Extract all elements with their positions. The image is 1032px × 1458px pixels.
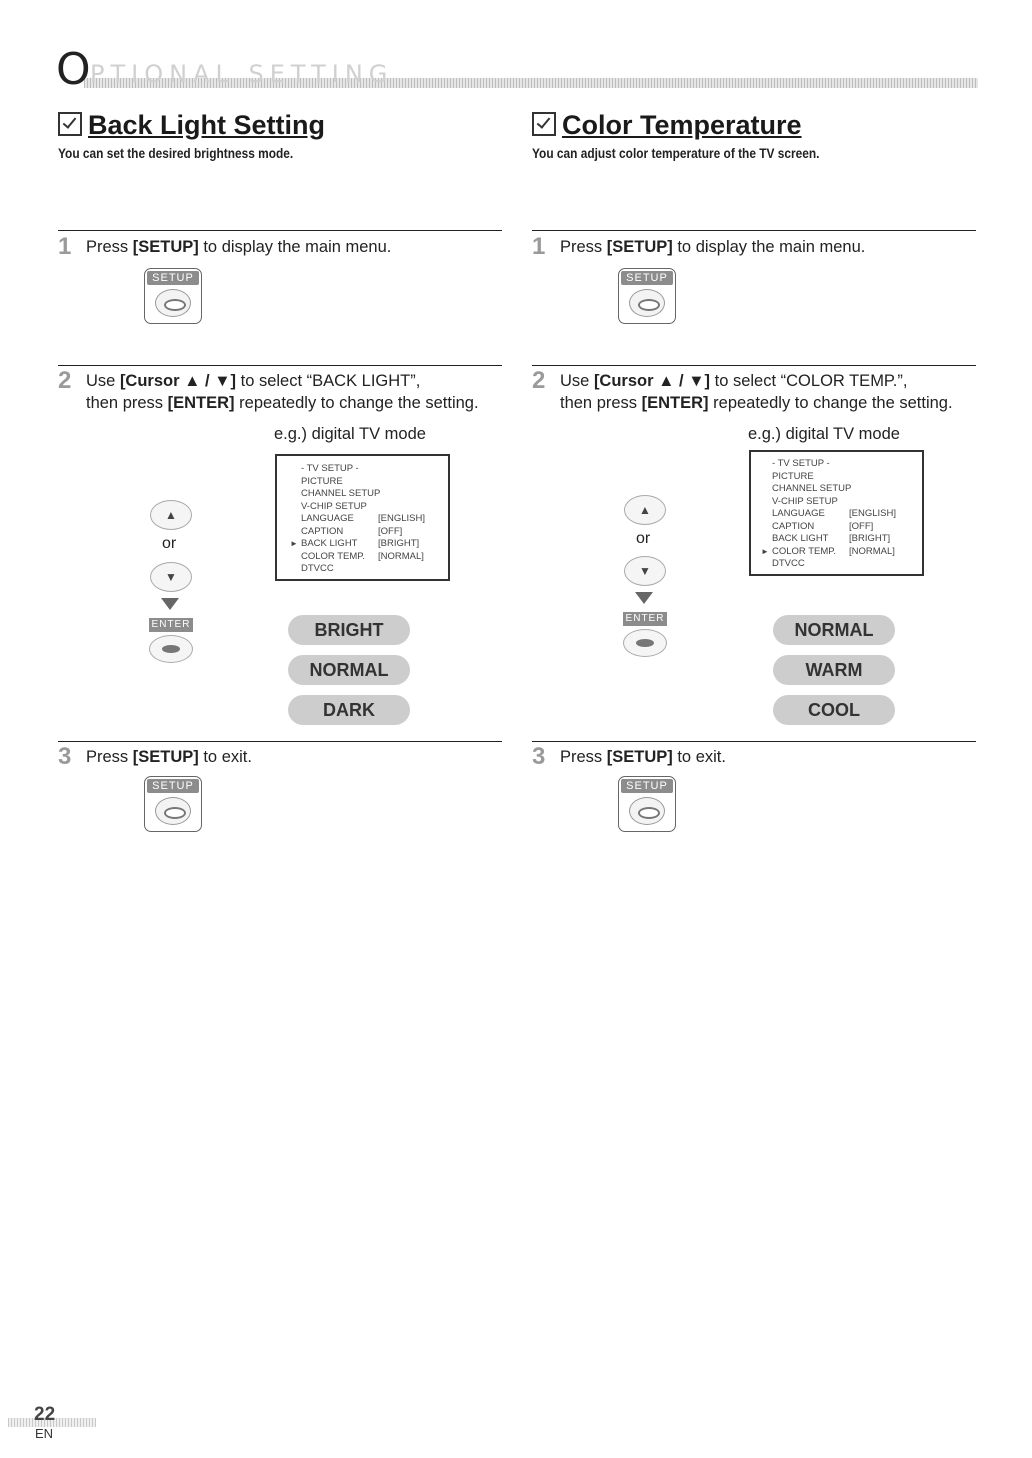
cursor-up-icon: ▲ xyxy=(624,495,666,525)
enter-key-label: ENTER xyxy=(149,618,193,632)
menu-item: PICTURE xyxy=(301,475,343,487)
right-example-caption: e.g.) digital TV mode xyxy=(748,425,900,443)
menu-item-selected: ► BACK LIGHT [BRIGHT] xyxy=(290,538,420,549)
left-step3-number: 3 xyxy=(58,743,72,770)
enter-key-icon xyxy=(149,635,193,663)
left-step1-number: 1 xyxy=(58,233,72,260)
menu-title: - TV SETUP - xyxy=(301,463,359,474)
left-step2-number: 2 xyxy=(58,367,72,394)
checkbox-icon xyxy=(58,112,82,136)
or-label: or xyxy=(636,530,651,547)
menu-item: LANGUAGE [ENGLISH] xyxy=(301,513,425,524)
arrow-down-icon xyxy=(635,592,653,604)
menu-item: DTVCC xyxy=(301,563,334,574)
checkbox-icon xyxy=(532,112,556,136)
right-section-heading xyxy=(532,110,802,141)
menu-item: COLOR TEMP. [NORMAL] xyxy=(301,550,424,562)
right-step1-text: Press [SETUP] to display the main menu. xyxy=(560,238,866,256)
left-step3-text: Press [SETUP] to exit. xyxy=(86,748,252,766)
page-language: EN xyxy=(35,1426,54,1441)
option-normal: NORMAL xyxy=(773,615,895,645)
menu-title: - TV SETUP - xyxy=(772,458,830,469)
menu-item: CHANNEL SETUP xyxy=(301,488,381,499)
setup-key-icon: SETUP xyxy=(144,268,202,324)
right-step3-text: Press [SETUP] to exit. xyxy=(560,748,726,766)
left-step2-text: Use [Cursor ▲ / ▼] to select “BACK LIGHT”, then press [ENTER] repeatedly to change the setting. xyxy=(86,372,479,412)
left-step1-rule xyxy=(58,230,502,231)
header-first-letter: O xyxy=(56,44,91,95)
left-section-title: Back Light Setting xyxy=(88,110,326,140)
setup-key-icon: SETUP xyxy=(618,776,676,832)
menu-item: CAPTION [OFF] xyxy=(772,520,874,532)
menu-item: CHANNEL SETUP xyxy=(772,483,852,494)
right-step2-text: Use [Cursor ▲ / ▼] to select “COLOR TEMP.”, then press [ENTER] repeatedly to change the setting. xyxy=(560,372,953,412)
option-normal: NORMAL xyxy=(288,655,410,685)
right-step3-rule xyxy=(532,741,976,742)
left-step1-text: Press [SETUP] to display the main menu. xyxy=(86,238,392,256)
right-step2-number: 2 xyxy=(532,367,546,394)
left-tv-setup-menu xyxy=(275,454,450,581)
right-tv-setup-menu xyxy=(749,450,924,576)
left-example-caption: e.g.) digital TV mode xyxy=(274,425,426,443)
arrow-down-icon xyxy=(161,598,179,610)
cursor-up-icon: ▲ xyxy=(150,500,192,530)
left-section-heading xyxy=(58,110,325,141)
pointer-icon: ► xyxy=(290,539,298,548)
right-step2-rule xyxy=(532,365,976,366)
left-step2-rule xyxy=(58,365,502,366)
cursor-down-icon: ▼ xyxy=(150,562,192,592)
menu-item: PICTURE xyxy=(772,470,814,482)
option-cool: COOL xyxy=(773,695,895,725)
menu-item: LANGUAGE [ENGLISH] xyxy=(772,508,896,519)
menu-item-selected: ► COLOR TEMP. [NORMAL] xyxy=(761,545,895,557)
cursor-down-icon: ▼ xyxy=(624,556,666,586)
setup-key-icon: SETUP xyxy=(618,268,676,324)
option-warm: WARM xyxy=(773,655,895,685)
enter-key-icon xyxy=(623,629,667,657)
enter-key-label: ENTER xyxy=(623,612,667,626)
pointer-icon: ► xyxy=(761,546,769,556)
menu-item: V-CHIP SETUP xyxy=(772,495,838,507)
header-title: PTIONAL SETTING xyxy=(90,60,394,88)
menu-item: DTVCC xyxy=(772,558,805,569)
menu-item: CAPTION [OFF] xyxy=(301,525,403,537)
right-section-title: Color Temperature xyxy=(562,110,802,140)
option-bright: BRIGHT xyxy=(288,615,410,645)
right-step1-number: 1 xyxy=(532,233,546,260)
right-step1-rule xyxy=(532,230,976,231)
page-number: 22 xyxy=(34,1404,56,1425)
left-section-subtitle: You can set the desired brightness mode. xyxy=(58,145,294,161)
left-step3-rule xyxy=(58,741,502,742)
menu-item: V-CHIP SETUP xyxy=(301,500,367,512)
setup-key-icon: SETUP xyxy=(144,776,202,832)
right-step3-number: 3 xyxy=(532,743,546,770)
menu-item: BACK LIGHT [BRIGHT] xyxy=(772,533,891,544)
right-section-subtitle: You can adjust color temperature of the TV screen. xyxy=(532,145,820,161)
or-label: or xyxy=(162,535,177,552)
option-dark: DARK xyxy=(288,695,410,725)
